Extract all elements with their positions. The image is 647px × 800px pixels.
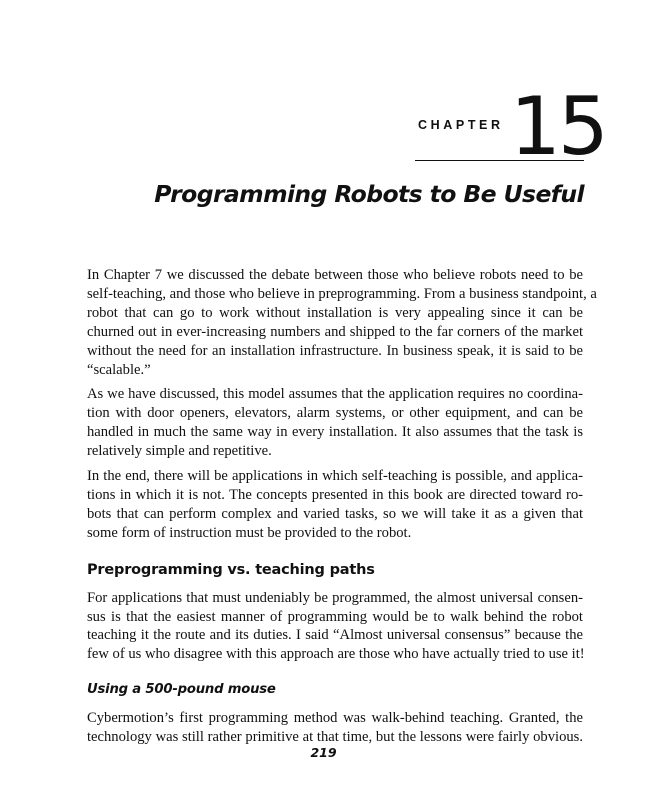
chapter-title: Programming Robots to Be Useful xyxy=(154,180,584,208)
section-paragraph xyxy=(87,589,583,665)
text-line: tions in which it is not. The concepts presented in this book are directed toward ro- xyxy=(87,486,583,503)
subsection-heading: Using a 500-pound mouse xyxy=(87,682,276,698)
chapter-header xyxy=(0,0,647,208)
text-line: technology was still rather primitive at that time, but the lessons were fairly obvious. xyxy=(87,729,583,746)
text-line: For applications that must undeniably be programmed, the almost universal consen- xyxy=(87,589,583,606)
chapter-label: CHAPTER xyxy=(418,118,504,132)
text-line: tion with door openers, elevators, alarm systems, or other equipment, and can be xyxy=(87,405,583,422)
text-line: teaching it the route and its duties. I said “Almost universal consensus” because the xyxy=(87,627,583,644)
page-number: 219 xyxy=(310,745,337,760)
text-line: As we have discussed, this model assumes that the application requires no coordina- xyxy=(87,386,583,403)
subsection-paragraph xyxy=(87,709,583,747)
text-line: some form of instruction must be provided to the robot. xyxy=(87,524,412,541)
text-line: few of us who disagree with this approach are those who have actually tried to use it! xyxy=(87,646,585,663)
text-line: In the end, there will be applications in which self-teaching is possible, and applica- xyxy=(87,468,583,485)
text-line: relatively simple and repetitive. xyxy=(87,443,272,460)
section-heading: Preprogramming vs. teaching paths xyxy=(87,561,375,578)
text-line: bots that can perform complex and varied tasks, so we will take it as a given that xyxy=(87,505,583,522)
chapter-number: 15 xyxy=(510,80,606,173)
text-line: self-teaching, and those who believe in preprogramming. From a business standpoint, a xyxy=(87,285,597,302)
paragraph-1 xyxy=(87,266,597,379)
chapter-rule xyxy=(415,160,584,161)
text-line: without the need for an installation infrastructure. In business speak, it is said to be xyxy=(87,342,583,359)
text-line: “scalable.” xyxy=(87,361,151,378)
text-line: Cybermotion’s first programming method was walk-behind teaching. Granted, the xyxy=(87,710,583,727)
paragraph-2 xyxy=(87,385,583,461)
text-line: handled in much the same way in every installation. It also assumes that the task is xyxy=(87,424,583,441)
text-line: robot that can go to work without installation is very appealing since it can be xyxy=(87,304,583,321)
text-line: In Chapter 7 we discussed the debate between those who believe robots need to be xyxy=(87,267,583,283)
body-text xyxy=(87,266,597,753)
paragraph-3 xyxy=(87,467,583,543)
text-line: churned out in ever-increasing numbers and shipped to the far corners of the market xyxy=(87,323,583,340)
text-line: sus is that the easiest manner of programming would be to walk behind the robot xyxy=(87,608,583,625)
